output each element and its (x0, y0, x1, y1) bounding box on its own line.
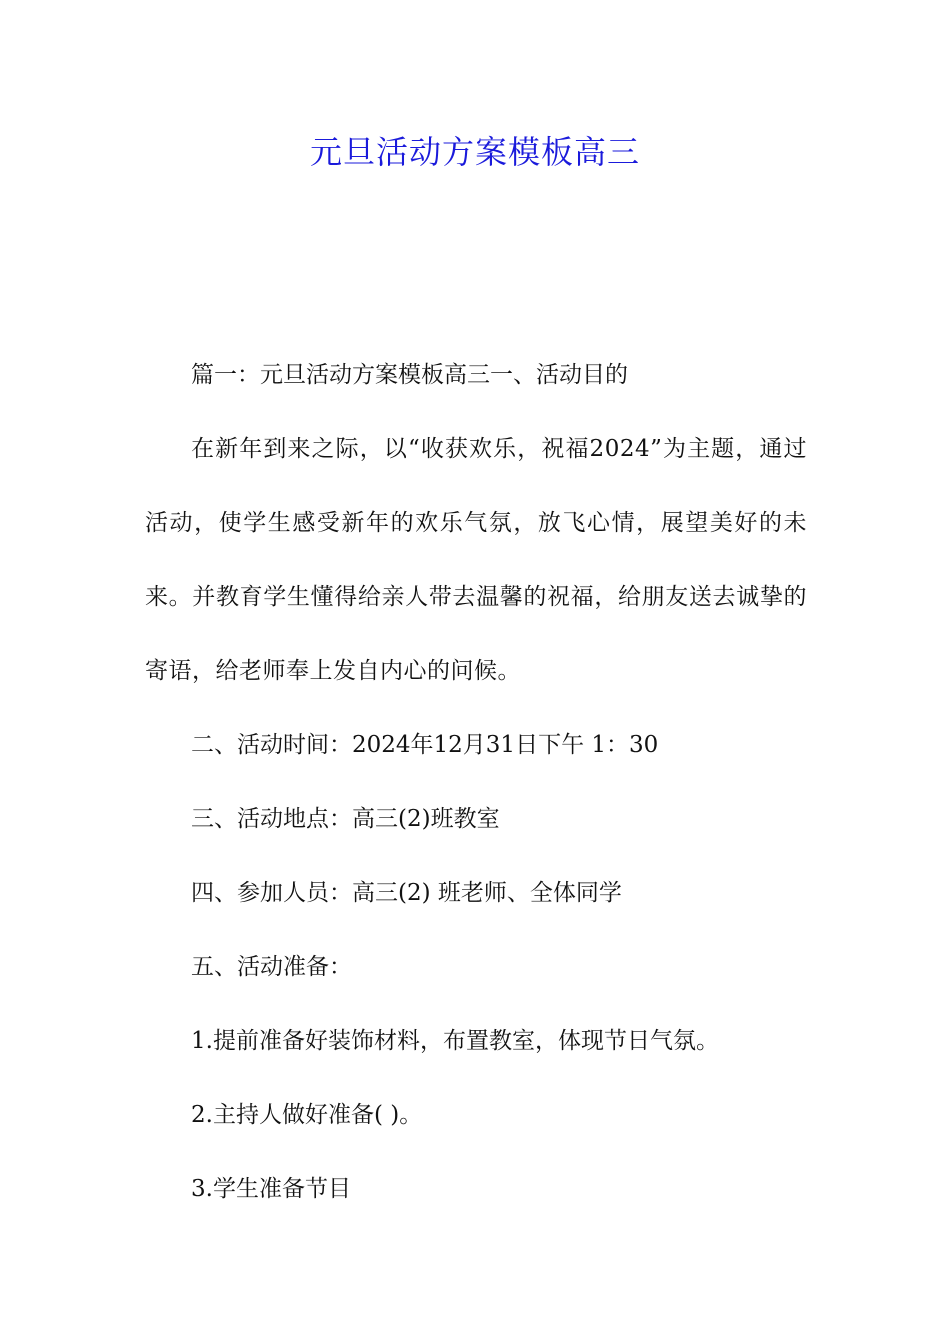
section-heading-purpose: 篇一：元旦活动方案模板高三一、活动目的 (191, 362, 628, 388)
purpose-paragraph: 在新年到来之际，以“收获欢乐，祝福2024”为主题，通过活动，使学生感受新年的欢乐气氛，放飞心情，展望美好的未来。并教育学生懂得给亲人带去温馨的祝福，给朋友送去诚挚的寄语，给老师奉上发自内心的问候。 (145, 436, 807, 684)
activity-location: 三、活动地点：高三(2)班教室 (191, 806, 500, 832)
preparation-item-3: 3.学生准备节目 (191, 1176, 351, 1202)
preparation-heading: 五、活动准备： (191, 954, 352, 980)
activity-time: 二、活动时间：2024年12月31日下午 1：30 (191, 732, 659, 758)
participants: 四、参加人员：高三(2) 班老师、全体同学 (191, 880, 622, 906)
document-body (145, 338, 807, 1226)
document-title: 元旦活动方案模板高三 (309, 133, 640, 171)
preparation-item-1: 1.提前准备好装饰材料，布置教室，体现节日气氛。 (191, 1028, 719, 1054)
preparation-item-2: 2.主持人做好准备( )。 (191, 1102, 423, 1128)
